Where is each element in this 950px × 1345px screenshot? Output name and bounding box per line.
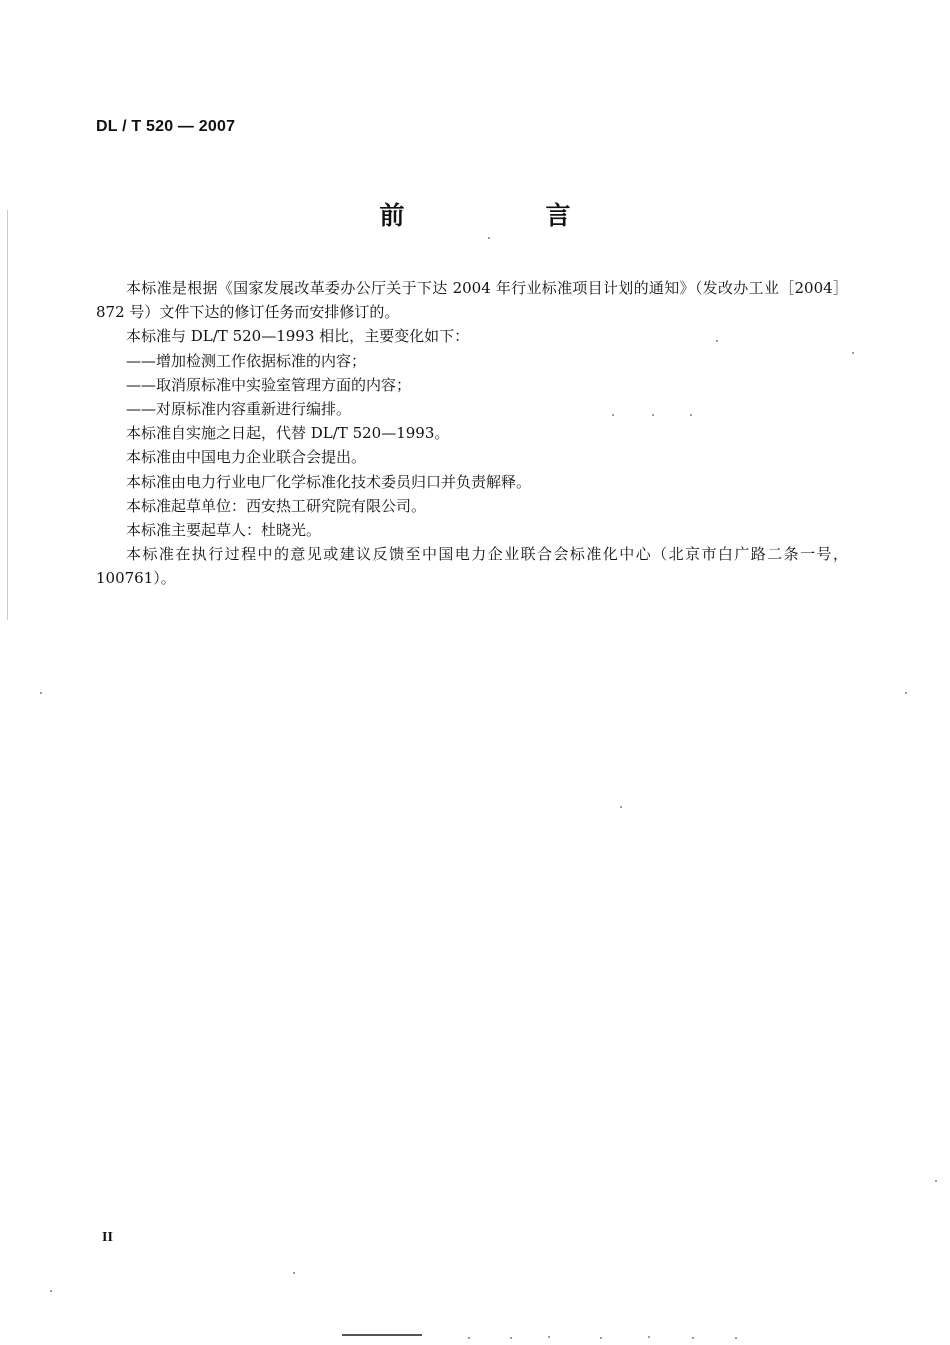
- list-item-change-1: ——增加检测工作依据标准的内容；: [126, 351, 367, 370]
- scan-speck: [716, 340, 718, 342]
- scan-speck: [548, 1336, 550, 1338]
- scan-speck: [652, 414, 654, 416]
- paragraph-changes-intro: 本标准与 DL/T 520—1993 相比，主要变化如下：: [126, 327, 470, 346]
- scan-speck: [40, 692, 42, 694]
- scan-speck: [50, 1290, 52, 1292]
- paragraph-main-drafter: 本标准主要起草人：杜晓光。: [126, 521, 322, 540]
- scan-speck: [735, 1337, 737, 1339]
- scan-speck: [488, 237, 490, 239]
- scan-margin-line: [7, 210, 8, 620]
- scan-speck: [905, 692, 907, 694]
- list-item-change-3: ——对原标准内容重新进行编排。: [126, 400, 352, 419]
- scan-speck: [468, 1337, 470, 1339]
- scan-speck: [852, 352, 854, 354]
- paragraph-feedback: 本标准在执行过程中的意见或建议反馈至中国电力企业联合会标准化中心（北京市白广路二条一号，100761）。: [96, 545, 848, 588]
- paragraph-responsible-committee: 本标准由电力行业电厂化学标准化技术委员归口并负责解释。: [126, 472, 532, 491]
- scan-speck: [600, 1337, 602, 1339]
- paragraph-replaces: 本标准自实施之日起，代替 DL/T 520—1993。: [126, 424, 450, 443]
- list-item-change-2: ——取消原标准中实验室管理方面的内容；: [126, 375, 412, 394]
- scan-speck: [690, 414, 692, 416]
- scan-speck: [935, 1180, 937, 1182]
- paragraph-proposed-by: 本标准由中国电力企业联合会提出。: [126, 448, 367, 467]
- page-title: 前 言: [379, 201, 629, 230]
- scan-speck: [648, 1336, 650, 1338]
- paragraph-drafting-unit: 本标准起草单位：西安热工研究院有限公司。: [126, 496, 427, 515]
- scan-speck: [293, 1272, 295, 1274]
- paragraph-basis: 本标准是根据《国家发展改革委办公厅关于下达 2004 年行业标准项目计划的通知》（发改办工业［2004］872 号）文件下达的修订任务而安排修订的。: [96, 279, 848, 322]
- page-number: II: [102, 1230, 113, 1245]
- foreword-body: [96, 276, 848, 591]
- scan-speck: [620, 806, 622, 808]
- scan-speck: [612, 414, 614, 416]
- scan-bottom-line: [342, 1334, 422, 1336]
- scan-speck: [510, 1337, 512, 1339]
- standard-code: DL / T 520 — 2007: [96, 118, 236, 135]
- scan-speck: [692, 1337, 694, 1339]
